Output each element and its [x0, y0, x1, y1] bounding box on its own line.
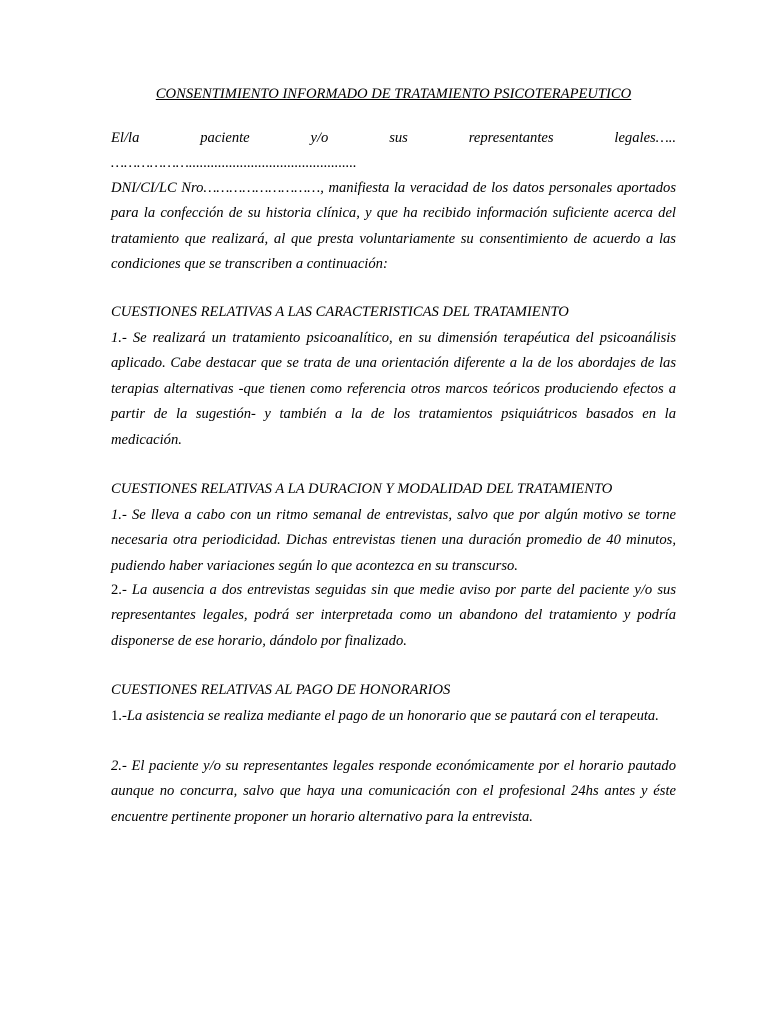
item-number: 1.-	[111, 330, 127, 346]
item-text: El paciente y/o su representantes legales responde económicamente por el horario pautado aunque no concurra, salvo que haya una comunicación con el profesional 24hs antes y éste encuentre pertinente proponer un horario alternativo para la entrevista.	[111, 758, 676, 825]
intro-line-2: ………………..............................................	[111, 155, 357, 171]
item-number: 2.-	[111, 582, 127, 598]
section-1-heading: CUESTIONES RELATIVAS A LAS CARACTERISTICAS DEL TRATAMIENTO	[111, 304, 569, 320]
item-number: 2.-	[111, 758, 127, 774]
item-text: Se realizará un tratamiento psicoanalítico, en su dimensión terapéutica del psicoanálisis aplicado. Cabe destacar que se trata de una orientación diferente a la de los abordajes de las terapias alternativas -que tienen como referencia otros marcos teóricos produciendo efectos a partir de la sugestión- y también a la de los tratamientos psiquiátricos basados en la medicación.	[111, 330, 676, 448]
intro-paragraph: DNI/CI/LC Nro………………………, manifiesta la veracidad de los datos personales aportados para la confección de su historia clínica, y que ha recibido información suficiente acerca del tratamiento que realizará, al que presta voluntariamente su consentimiento de acuerdo a las condiciones que se transcriben a continuación:	[111, 180, 676, 273]
section-3-heading: CUESTIONES RELATIVAS AL PAGO DE HONORARIOS	[111, 682, 451, 698]
section-2-heading: CUESTIONES RELATIVAS A LA DURACION Y MODALIDAD DEL TRATAMIENTO	[111, 481, 613, 497]
document-title: CONSENTIMIENTO INFORMADO DE TRATAMIENTO PSICOTERAPEUTICO	[155, 86, 632, 102]
item-number: 1.-	[111, 507, 127, 523]
section-2-item-2	[111, 578, 676, 654]
section-3-item-1	[111, 704, 676, 729]
item-text: Se lleva a cabo con un ritmo semanal de entrevistas, salvo que por algún motivo se torne necesaria otra periodicidad. Dichas entrevistas tienen una duración promedio de 40 minutos, pudiendo haber variaciones según lo que acontezca en su transcurso.	[111, 507, 676, 574]
section-3-item-2	[111, 754, 676, 830]
intro-line-1: El/la paciente y/o sus representantes legales…..	[111, 130, 676, 146]
item-number: 1.-	[111, 708, 127, 724]
section-1-item-1	[111, 326, 676, 453]
section-2-item-1	[111, 503, 676, 579]
item-text: La ausencia a dos entrevistas seguidas sin que medie aviso por parte del paciente y/o sus representantes legales, podrá ser interpretada como un abandono del tratamiento y podría disponerse de ese horario, dándolo por finalizado.	[111, 582, 676, 649]
item-text: La asistencia se realiza mediante el pago de un honorario que se pautará con el terapeuta.	[126, 708, 659, 724]
